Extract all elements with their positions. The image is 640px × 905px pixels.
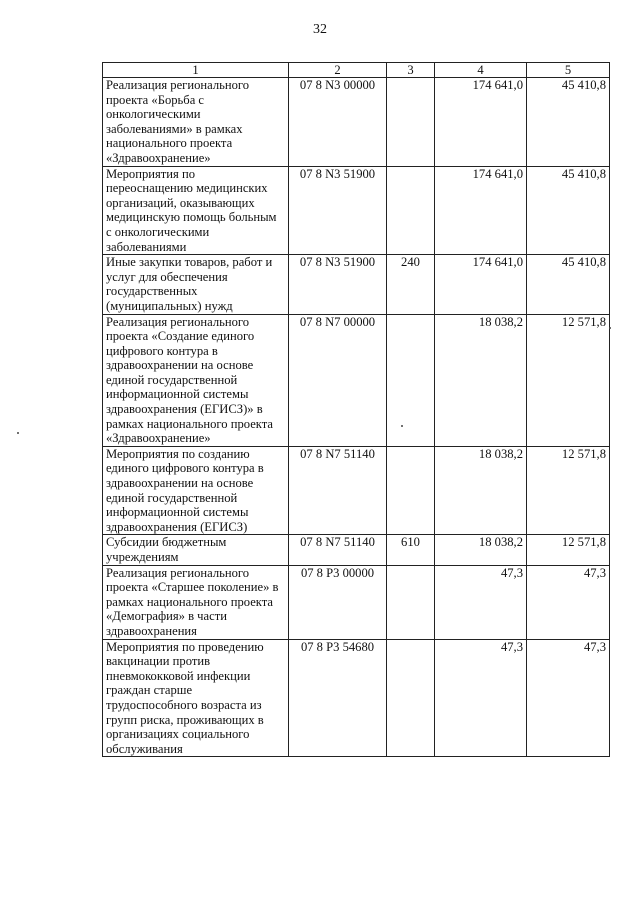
row-name: Мероприятия по проведению вакцинации против пневмококковой инфекции граждан старше трудоспособного возраста из групп риска, проживающих в организациях социального обслуживания	[103, 639, 289, 757]
scan-speck	[17, 432, 19, 434]
row-code: 07 8 P3 00000	[289, 565, 387, 639]
row-value-4: 47,3	[435, 565, 527, 639]
table-row	[103, 565, 610, 639]
table-row	[103, 639, 610, 757]
row-expense-type	[387, 446, 435, 535]
row-code: 07 8 P3 54680	[289, 639, 387, 757]
row-name: Иные закупки товаров, работ и услуг для обеспечения государственных (муниципальных) нужд	[103, 255, 289, 314]
row-name: Реализация регионального проекта «Создание единого цифрового контура в здравоохранении на основе единой государственной информационной системы здравоохранения (ЕГИСЗ)» в рамках национального проекта «Здравоохранение»	[103, 314, 289, 446]
row-value-4: 47,3	[435, 639, 527, 757]
row-value-5: 47,3	[527, 639, 610, 757]
row-code: 07 8 N7 51140	[289, 446, 387, 535]
table-row	[103, 255, 610, 314]
column-header-5: 5	[527, 63, 610, 78]
row-value-5: 45 410,8	[527, 166, 610, 255]
column-header-2: 2	[289, 63, 387, 78]
table-row	[103, 535, 610, 565]
row-value-4: 18 038,2	[435, 535, 527, 565]
table-row	[103, 166, 610, 255]
scan-speck	[401, 425, 403, 427]
row-code: 07 8 N3 51900	[289, 166, 387, 255]
budget-table	[102, 62, 610, 757]
row-value-4: 18 038,2	[435, 446, 527, 535]
row-value-4: 18 038,2	[435, 314, 527, 446]
scan-speck	[609, 327, 611, 329]
row-name: Субсидии бюджетным учреждениям	[103, 535, 289, 565]
column-header-1: 1	[103, 63, 289, 78]
row-value-5: 45 410,8	[527, 78, 610, 167]
row-name: Реализация регионального проекта «Борьба с онкологическими заболеваниями» в рамках национального проекта «Здравоохранение»	[103, 78, 289, 167]
column-header-3: 3	[387, 63, 435, 78]
row-expense-type	[387, 166, 435, 255]
row-value-5: 45 410,8	[527, 255, 610, 314]
row-expense-type	[387, 78, 435, 167]
table-row	[103, 446, 610, 535]
row-value-4: 174 641,0	[435, 78, 527, 167]
row-name: Реализация регионального проекта «Старшее поколение» в рамках национального проекта «Демография» в части здравоохранения	[103, 565, 289, 639]
row-expense-type: 240	[387, 255, 435, 314]
row-code: 07 8 N3 00000	[289, 78, 387, 167]
row-expense-type	[387, 314, 435, 446]
column-header-4: 4	[435, 63, 527, 78]
table-row	[103, 78, 610, 167]
header-row	[103, 63, 610, 78]
row-name: Мероприятия по переоснащению медицинских организаций, оказывающих медицинскую помощь больным с онкологическими заболеваниями	[103, 166, 289, 255]
row-value-5: 12 571,8	[527, 446, 610, 535]
row-value-5: 47,3	[527, 565, 610, 639]
page-number: 32	[313, 22, 327, 37]
row-value-5: 12 571,8	[527, 314, 610, 446]
row-expense-type	[387, 639, 435, 757]
row-expense-type	[387, 565, 435, 639]
row-expense-type: 610	[387, 535, 435, 565]
row-name: Мероприятия по созданию единого цифрового контура в здравоохранении на основе единой государственной информационной системы здравоохранения (ЕГИСЗ)	[103, 446, 289, 535]
row-code: 07 8 N3 51900	[289, 255, 387, 314]
row-value-4: 174 641,0	[435, 166, 527, 255]
row-value-5: 12 571,8	[527, 535, 610, 565]
row-value-4: 174 641,0	[435, 255, 527, 314]
row-code: 07 8 N7 00000	[289, 314, 387, 446]
row-code: 07 8 N7 51140	[289, 535, 387, 565]
table-row	[103, 314, 610, 446]
